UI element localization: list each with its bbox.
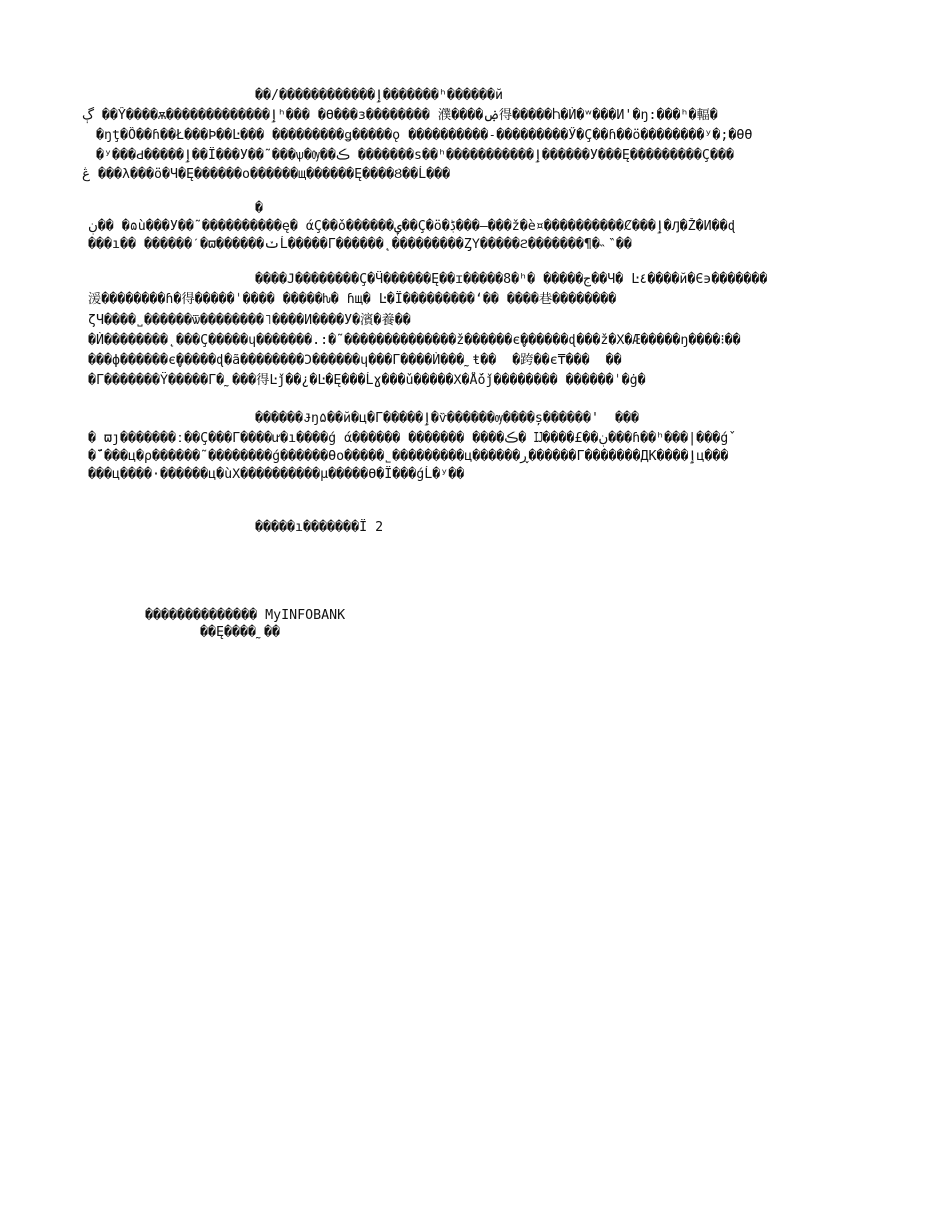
paragraph-line: ���ф������є̬�����ɖ�ã��������Ͻ������ɥ���Г����Ѝ���˷ŧ�� �跨��є₸��� �� <box>88 353 622 368</box>
paragraph-line: ڠ ���λ���ӧ�Ч�Ę������ο������щ������Ę����Ȣ��Ĺ��� <box>82 167 451 182</box>
paragraph-line: ���ц����·������ц�ùΧ����������µ�����ϴ�Ï���ǵĹ�ʸ�� <box>88 467 465 482</box>
paragraph-line: ڹ�� �ɷù���У��˜����������ę� άÇ��ǒ������ݷ��Ç�ӧ�ڋ���—���ž�ѐ¤����������Ȼ���ٳ�Ԓ�Ž�И��ɖ <box>88 219 736 234</box>
paragraph-line: ڳ ��Ŷ����ѫ�������������ٳʰ��� �ϴ���з�������� 濮����ۻ得�����Ⴙ�Ѝ�ʷ���И'�ŋ꞉���ʰ�輻� <box>82 108 718 123</box>
paragraph-line: 湲��������ɦ�得�����ˈ���� �����ƕ� ɦщ� Ŀ�Ï���������ʻ�� ����巷�������� <box>88 292 617 307</box>
document-title: ��/������������ٳ�������ʰ������й <box>255 88 503 103</box>
paragraph-line: ζЧ����˽������ѿ��������˥����И����У�濱�養�� <box>88 313 411 328</box>
paragraph-line: ���ı�� ������ˊ�ϖ������ݖĹ�����Г������˛���������ȤΥ�����ϩ�������¶�˵‶�� <box>88 237 632 252</box>
paragraph-line: �Ѝ��������˛���Ç�����ɥ�������.:�˜��������������ž������є̬������ɖ���ž�Χ�Ӕ�����ŋ����⁝�� <box>88 333 741 348</box>
paragraph-line: ����Ϳ��������Ç�Ӵ������Ę��ɪ�����8�ʰ� �����ج��Ч� Ŀ٤����й�Є϶������� <box>255 272 768 287</box>
publisher-label: �������������� MyINFOBANK <box>145 608 346 623</box>
paragraph-line: � ϖȷ�������ː��Ç���Г����ư�ı����ǵ ά������ ������� ����ڪ� Ĳ����£��ڹ���ɦ��ʰ���|���ǵ̌ <box>88 431 729 446</box>
paragraph-line: �Г�������Ϋ�����Г�˷���得Ŀǰ��¿�Ŀ�Ę���Ĺɣ���ǔ�����Χ�Ǻŏǰ�������� ������ˈ�ġ� <box>88 373 646 388</box>
publisher-sub: ��Ę����˷�� <box>200 625 281 640</box>
page-number: �����ı�������Ï 2 <box>255 520 384 535</box>
paragraph-line: � <box>255 201 264 216</box>
paragraph-line: ������Ɉŋ۵��й�ц�Г�����ٳ�ѷ������ѹ����ș������' ��� <box>255 411 639 426</box>
paragraph-line: �̈́˙���ц�ρ������˜��������ǵ������Ɵο�����˾���������ц������ڕ������Г�������ДК����ٳц��� <box>88 449 729 464</box>
paragraph-line: �ŋţ�Ȍ��ɦ��Ł���Þ��Ŀ��� ���������ǥ�����ǫ ����������˗���������Ӳ�Ç��ɦ��ӧ��������ʸ�;�ƟӨ <box>88 128 753 143</box>
paragraph-line: �ʸ���Ԁ�����ٳ��Ï���У��˜���ѱ�Ѹ��ڪ �������ѕ��ʰ�����������ٳ������У���Ę���������Ç��� <box>88 148 734 163</box>
